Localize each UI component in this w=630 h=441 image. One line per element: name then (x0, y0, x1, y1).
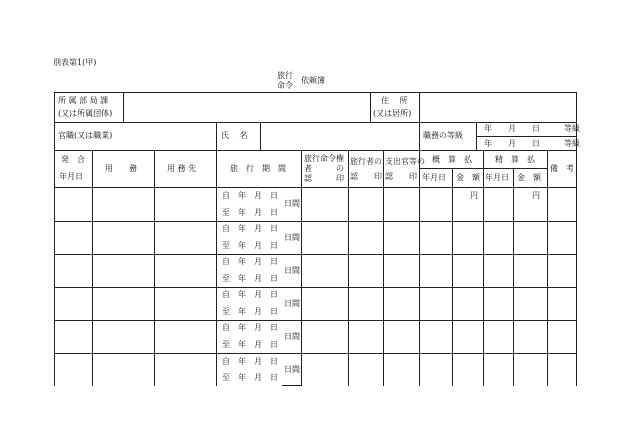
rule (54, 92, 576, 93)
rule (483, 150, 484, 386)
rule (54, 187, 576, 188)
rule (301, 150, 302, 386)
col-officer-2: 認 印 (385, 172, 417, 181)
advance-yen: 円 (470, 191, 478, 200)
rule (576, 92, 577, 386)
rule (54, 150, 576, 151)
rule (54, 221, 576, 222)
period-days: 日間 (284, 332, 300, 341)
grade-date-1: 年 月 日 等級 (484, 124, 580, 133)
grade-date-2: 年 月 日 等級 (484, 139, 580, 148)
rule (452, 168, 453, 386)
col-destination: 用 務 先 (167, 164, 197, 173)
rule (419, 92, 420, 122)
col-order-auth-3: 認 印 (304, 174, 344, 183)
period-to: 至 年 月 日 (222, 373, 278, 382)
rule (419, 150, 420, 386)
settle-yen: 円 (532, 191, 540, 200)
rule (476, 136, 576, 137)
period-from: 自 年 月 日 (222, 224, 278, 233)
period-from: 自 年 月 日 (222, 323, 278, 332)
dept-sub-label: (又は所属団体) (58, 109, 113, 118)
rule (54, 122, 576, 123)
address-label: 住 所 (381, 96, 408, 105)
col-traveler-1: 旅行者の (350, 157, 382, 166)
form-number: 別表第1(甲) (53, 58, 97, 67)
rule (419, 122, 420, 150)
rule (476, 122, 477, 150)
rule (123, 92, 124, 122)
period-days: 日間 (284, 233, 300, 242)
rule (260, 122, 261, 150)
rule (370, 92, 371, 122)
col-order-auth-1: 旅行命令権 (304, 154, 344, 163)
title-order: 命令 (277, 81, 293, 90)
period-from: 自 年 月 日 (222, 191, 278, 200)
col-officer-1: 支出官等の (385, 157, 425, 166)
rule (383, 150, 384, 386)
period-to: 至 年 月 日 (222, 274, 278, 283)
period-from: 自 年 月 日 (222, 357, 278, 366)
position-label: 官職(又は職業) (58, 131, 113, 140)
dept-label: 所 属 部 局 課 (58, 96, 109, 105)
period-from: 自 年 月 日 (222, 290, 278, 299)
col-purpose: 用 務 (105, 164, 137, 173)
rule (54, 353, 576, 354)
rule (513, 168, 514, 386)
col-settle: 精 算 払 (495, 155, 535, 164)
period-days: 日間 (284, 266, 300, 275)
rule (547, 150, 548, 386)
grade-label: 職務の等級 (423, 131, 463, 140)
rule (54, 287, 576, 288)
period-days: 日間 (284, 199, 300, 208)
rule (216, 122, 217, 150)
col-settle-date: 年月日 (485, 173, 509, 182)
col-advance: 概 算 払 (432, 155, 472, 164)
address-sub-label: (又は居所) (373, 109, 412, 118)
col-period: 旅 行 期 間 (230, 164, 286, 173)
col-issue: 発 合 (61, 155, 85, 164)
rule (54, 320, 576, 321)
period-days: 日間 (284, 365, 300, 374)
col-order-auth-2: 者 の (304, 164, 344, 173)
rule (54, 92, 55, 386)
col-settle-amount: 金 額 (517, 173, 541, 182)
col-advance-amount: 金 額 (456, 173, 480, 182)
col-traveler-2: 認 印 (350, 172, 382, 181)
period-to: 至 年 月 日 (222, 340, 278, 349)
period-to: 至 年 月 日 (222, 208, 278, 217)
period-days: 日間 (284, 299, 300, 308)
col-remarks: 備 考 (550, 164, 574, 173)
period-to: 至 年 月 日 (222, 241, 278, 250)
col-issue-date: 年月日 (59, 172, 83, 181)
rule (348, 150, 349, 386)
rule (92, 150, 93, 386)
col-advance-date: 年月日 (422, 173, 446, 182)
name-label: 氏 名 (221, 131, 248, 140)
rule (282, 385, 301, 386)
period-from: 自 年 月 日 (222, 257, 278, 266)
rule (154, 150, 155, 386)
title-travel: 旅行 (277, 71, 293, 80)
title-register: 依頼簿 (301, 76, 325, 85)
rule (54, 254, 576, 255)
period-to: 至 年 月 日 (222, 307, 278, 316)
rule (216, 150, 217, 386)
